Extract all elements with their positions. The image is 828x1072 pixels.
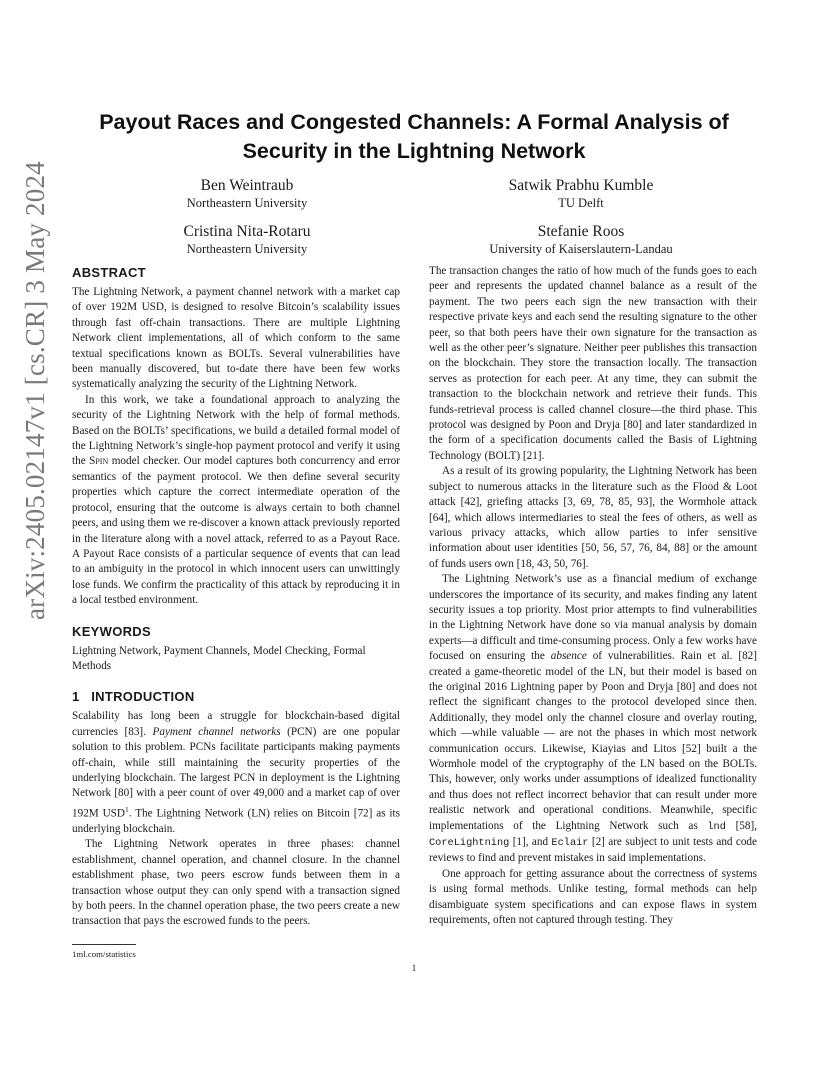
footnote-divider [72, 944, 136, 945]
intro-text: . The Lightning Network (LN) relies on Bitcoin [72] as its underlying blockchain. [72, 807, 400, 835]
intro-paragraph-2: The Lightning Network operates in three phases: channel establishment, channel operation, and channel closure. In the channel establishment phase, two peers escrow funds between them in a transaction whose output they can only spend with a transaction signed by both peers. In the channel operation phase, the two peers create a new transaction that pays the escrowed funds to the peers. [72, 838, 400, 928]
code-eclair: Eclair [551, 837, 589, 850]
spin-tool-name: Spin [89, 455, 109, 468]
author-affiliation: University of Kaiserslautern-Landau [489, 242, 673, 256]
author-name: Ben Weintraub [200, 177, 294, 194]
author-1 [132, 176, 362, 211]
introduction-heading: 1 INTRODUCTION [72, 689, 195, 705]
abstract-paragraph-2 [72, 393, 400, 609]
code-lnd: lnd [707, 820, 726, 833]
body-emphasis: absence [550, 650, 587, 663]
abstract-text: model checker. Our model captures both concurrency and error semantics of the payment protocol. We then define several security properties which capture the correct intermediate operation of the protocol, ensuring that the outcome is always certain to both channel peers, and using them we re-discover a known attack previously reported in the literature along with a novel attack, referred to as a Payout Race. A Payout Race consists of a particular sequence of events that can lead to an ambiguity in the protocol in which innocent users can unwittingly lose funds. We confirm the practicality of this attack by reproducing it in a local testbed environment. [72, 455, 400, 607]
abstract-paragraph-1: The Lightning Network, a payment channel network with a market cap of over 192M USD, is designed to resolve Bitcoin’s scalability issues through fast off-chain transactions. There are multiple Lightning Network client implementations, all of which conform to the same textual specifications known as BOLTs. Several vulnerabilities have been manually discovered, but to-date there have been few works systematically analyzing the security of the Lightning Network. [72, 286, 400, 391]
page-number: 1 [411, 964, 417, 974]
body-text: [58], [725, 819, 758, 832]
intro-paragraph-1 [72, 709, 400, 837]
footnote-marker: 1 [124, 804, 129, 814]
right-column [429, 264, 757, 928]
right-paragraph-3 [429, 572, 757, 867]
paper-title [60, 108, 768, 166]
abstract-heading: ABSTRACT [72, 265, 146, 280]
title-line-2: Security in the Lightning Network [242, 139, 586, 163]
author-name: Cristina Nita-Rotaru [183, 223, 311, 240]
footnote-text: 1ml.com/statistics [72, 949, 136, 959]
code-corelightning: CoreLightning [429, 837, 510, 850]
author-4 [446, 222, 716, 257]
keywords-heading: KEYWORDS [72, 623, 151, 639]
left-column [72, 264, 400, 930]
author-name: Stefanie Roos [537, 223, 625, 240]
body-text: The Lightning Network’s use as a financial medium of exchange underscores the importance of its security, and makes finding any latent security issues a top priority. Most prior attempts to find vulnerabilities in the Lightning Network have done so via manual analysis by domain experts—a difficult and time-consuming process. Only a few works have focused on ensuring the [429, 573, 757, 663]
author-affiliation: Northeastern University [186, 242, 308, 256]
keywords-text: Lightning Network, Payment Channels, Model Checking, Formal Methods [72, 644, 366, 672]
body-text: of vulnerabilities. Rain et al. [82] created a game-theoretic model of the LN, but their model is based on the original 2016 Lightning paper by Poon and Dryja [80] and does not reflect the significant changes to the protocol developed since then. Additionally, they model only the channel closure and overlay routing, which —while valuable — are not the phases in which most network communication occurs. Likewise, Kiayias and Litos [52] built a the Wormhole model of the cryptography of the LN based on the BOLTs. This, however, only works under assumptions of idealized functionality and thus does not reflect incorrect behavior that can result under more realistic network and operational conditions. Meanwhile, specific implementations of the Lightning Network such as [429, 650, 757, 832]
author-affiliation: TU Delft [558, 196, 604, 210]
footnote [72, 949, 136, 960]
author-3 [132, 222, 362, 257]
body-text: [1], and [509, 836, 552, 849]
arxiv-identifier-text: arXiv:2405.02147v1 [cs.CR] 3 May 2024 [20, 161, 50, 620]
author-2 [466, 176, 696, 211]
author-name: Satwik Prabhu Kumble [508, 177, 654, 194]
body-text: [2] are subject to unit tests and code reviews to find and prevent mistakes in said implementations. [429, 836, 757, 865]
intro-emphasis: Payment channel networks [152, 725, 281, 738]
right-paragraph-4: One approach for getting assurance about the correctness of systems is using formal methods. Unlike testing, formal methods can help disambiguate system specifications and can expose flaws in system requirements, often not captured through testing. They [429, 867, 757, 927]
intro-text: Scalability has long been a struggle for blockchain-based digital currencies [83]. [72, 710, 400, 738]
right-paragraph-1: The transaction changes the ratio of how much of the funds goes to each peer and represents the updated channel balance as a result of the payment. The two peers each sign the new transaction with their respective private keys and each send the resulting signature to the other peer, so that both peers have their own signature for the transaction as well as the other peer’s signature. Neither peer publishes this transaction on the blockchain. They store the transaction locally. The transaction serves as protection for each peer. At any time, they can submit the transaction to the blockchain network and retrieve their funds. This funds-retrieval process is called channel closure—the third phase. This protocol was designed by Poon and Dryja [80] and later standardized in the form of a specification documents called the Basis of Lightning Technology (BOLT) [21]. [429, 265, 757, 462]
author-affiliation: Northeastern University [186, 196, 308, 210]
abstract-text: In this work, we take a foundational approach to analyzing the security of the Lightning Network with the help of formal methods. Based on the BOLTs’ specifications, we build a detailed formal model of the Lightning Network’s single-hop payment protocol and verify it using the [72, 393, 400, 468]
title-line-1: Payout Races and Congested Channels: A Formal Analysis of [99, 110, 729, 134]
intro-text: (PCN) are one popular solution to this problem. PCNs facilitate participants making payments off-chain, while still maintaining the security properties of the underlying blockchain. The largest PCN in deployment is the Lightning Network [80] with a peer count of over 49,000 and a market cap of over 192M USD [72, 725, 400, 820]
right-paragraph-2: As a result of its growing popularity, the Lightning Network has been subject to numerous attacks in the literature such as the Flood & Loot attack [42], griefing attacks [3, 69, 78, 85, 93], the Wormhole attack [64], which allows intermediaries to steal the fees of others, as well as various privacy attacks, which allow parties to infer sensitive information about user identities [50, 56, 57, 76, 84, 88] or the amount of funds users own [18, 43, 50, 76]. [429, 465, 757, 570]
